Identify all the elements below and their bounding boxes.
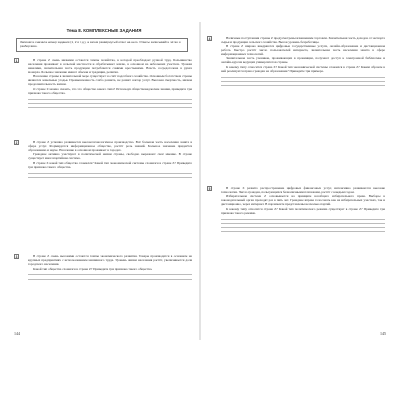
task-paragraph: В стране Z очень низкими остаются темпы хозяйства, в которой преобладает ручной труд. Большинство населения проживает в сельской местности и обрабатывает землю, в основном на небольших участках. Урожаи невелики, значительная часть продукции потребляется самими крестьянами. Власть сосредоточена в руках монарха. Большое значение имеют обычаи и традиции, религия. bbox=[28, 58, 192, 75]
right-page bbox=[201, 22, 396, 340]
task-paragraph: Граждане активно участвуют в политической жизни страны, свободно выражают своё мнение. В стране существует многопартийная система. bbox=[28, 152, 192, 161]
task-paragraph: В стране Z широко внедряются цифровые государственные услуги, онлайн-образование и дистанционная работа. Быстро растёт число пользователей интернета, значительная часть населения занята в сфере информационных технологий. bbox=[221, 44, 385, 57]
task-number: 2 bbox=[15, 141, 18, 145]
task-text bbox=[28, 58, 192, 108]
answer-line[interactable] bbox=[28, 279, 192, 280]
task-4 bbox=[207, 36, 385, 86]
task-paragraph: Население страны в значительной мере существует за счёт подсобного хозяйства. Основным богатством страны являются земельные угодья. Промышленность слабо развита, не развит сектор услуг. Высокая смертность, низкая продолжительность жизни. bbox=[28, 74, 192, 87]
task-question: К какому типу относится страна Z? Какой тип политического режима существует в стране Z? Приведите три признака такого режима. bbox=[221, 207, 385, 216]
answer-line[interactable] bbox=[221, 227, 385, 228]
task-paragraph: В стране Z очень высокими остаются темпы экономического развития. Товары производятся в основном на крупных предприятиях с использованием машинного труда. Уровень жизни населения растёт, увеличивается доля городского населения. bbox=[28, 254, 192, 267]
task-number: 3 bbox=[15, 255, 18, 259]
book-spread bbox=[4, 22, 396, 340]
answer-line[interactable] bbox=[28, 107, 192, 108]
task-number: 5 bbox=[208, 187, 211, 191]
answer-line[interactable] bbox=[221, 231, 385, 232]
task-paragraph: В стране Z развито распространение цифровых финансовых услуг, интенсивно развиваются высокие технологии. Число граждан, пользующихся безналичными платежами, растёт с каждым годом. bbox=[221, 186, 385, 195]
task-1 bbox=[14, 58, 192, 108]
answer-line[interactable] bbox=[28, 103, 192, 104]
instruction-box: Запишите сначала номер задания (1, 2 и т.д.), а затем развёрнутый ответ на него. Ответы записывайте чётко и разборчиво. bbox=[16, 38, 188, 52]
answer-line[interactable] bbox=[28, 99, 192, 100]
task-text bbox=[221, 186, 385, 232]
answer-line[interactable] bbox=[221, 85, 385, 86]
answer-line[interactable] bbox=[221, 77, 385, 78]
task-2 bbox=[14, 140, 192, 178]
task-text bbox=[28, 140, 192, 178]
task-text bbox=[221, 36, 385, 86]
page-number: 145 bbox=[380, 331, 386, 336]
answer-line[interactable] bbox=[221, 219, 385, 220]
page-number: 144 bbox=[14, 331, 20, 336]
task-paragraph: Значительная часть учеников, проживающих в провинции, получают доступ к электронной библиотеке и онлайн-курсам ведущих университетов страны. bbox=[221, 56, 385, 65]
task-paragraph: Избирательная система Z основывается на принципе всеобщего избирательного права. Выборы в законодательный орган проходят раз в пять лет. Граждане вправе голосовать как на избирательных участках, так и дистанционно, через интернет. В парламенте представлены несколько партий. bbox=[221, 194, 385, 207]
answer-line[interactable] bbox=[221, 81, 385, 82]
task-question: О стране Z можно сказать, что это общество какого типа? Используя обществоведческие знания, приведите три признака такого общества. bbox=[28, 87, 192, 96]
task-paragraph: В стране Z успешно развивается высокотехнологичное производство. Всё большая часть населения занята в сфере услуг. Формируется информационное общество, растёт роль знаний. Большое значение придаётся образованию и науке. Население в основном проживает в городах. bbox=[28, 140, 192, 153]
task-5 bbox=[207, 186, 385, 232]
task-question: Какой тип общества сложился в стране Z? Приведите три признака такого общества. bbox=[33, 267, 153, 272]
task-text bbox=[28, 254, 192, 280]
task-number: 1 bbox=[15, 59, 18, 63]
task-3 bbox=[14, 254, 192, 280]
left-page bbox=[4, 22, 199, 340]
task-question: В стране Z какой тип общества сложился? Какой тип экономической системы сложился в стране Z? Приведите три признака такого общества. bbox=[28, 161, 192, 170]
answer-line[interactable] bbox=[221, 223, 385, 224]
answer-line[interactable] bbox=[28, 177, 192, 178]
answer-line[interactable] bbox=[28, 173, 192, 174]
task-paragraph: Наличные поступления страны Z предусмотрены изменением торговли. Значительная часть доходов от экспорта сырья и продукции сельского хозяйства. Высок уровень безработицы. bbox=[221, 36, 385, 45]
topic-title: Тема 8. КОМПЛЕКСНЫЕ ЗАДАНИЯ bbox=[14, 29, 194, 33]
task-number: 4 bbox=[208, 37, 211, 41]
task-question: К какому типу относится страна Z? Какой тип экономической системы сложился в стране Z? Каким образом в ней реализуется право граждан на образование? Приведите три примера. bbox=[221, 65, 385, 74]
answer-line[interactable] bbox=[28, 274, 192, 275]
